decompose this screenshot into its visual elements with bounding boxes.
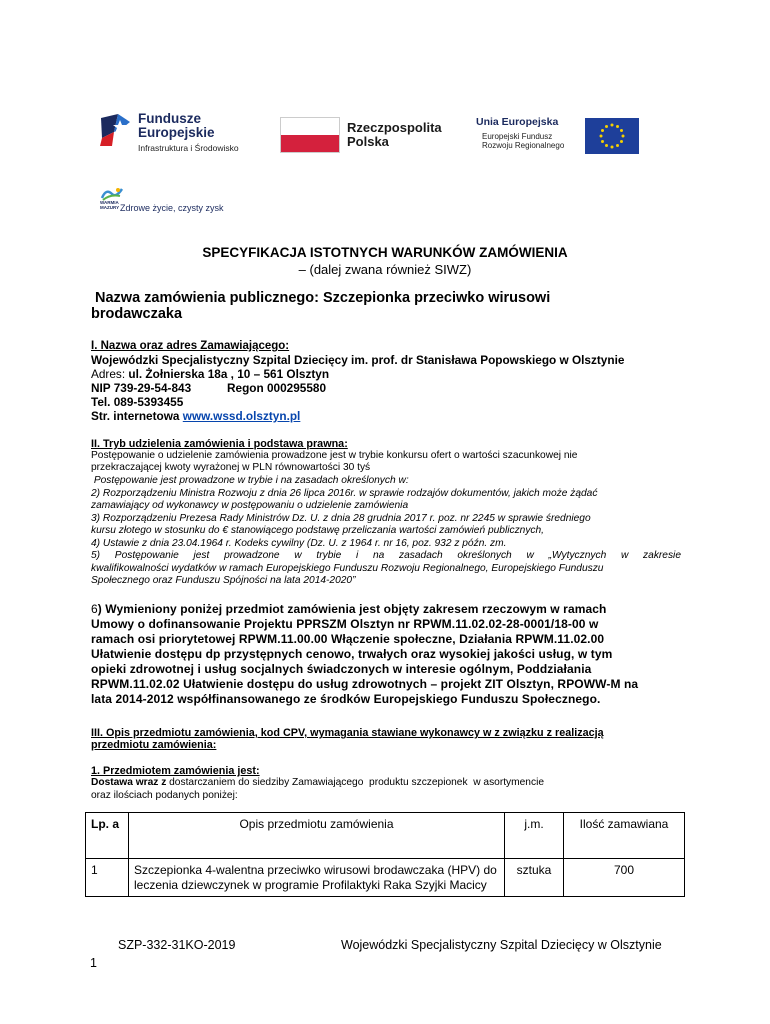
- www-label: Str. internetowa: [91, 409, 183, 423]
- footer-reference: SZP-332-31KO-2019: [118, 938, 236, 952]
- section-2-item-2b: zamawiający od wykonawcy w postępowaniu o udzielenie zamówienia: [91, 500, 409, 511]
- logo-unia-europejska: [476, 116, 641, 156]
- section-1-nip: NIP 739-29-54-843: [91, 381, 192, 395]
- section-2-item-5c: Społecznego oraz Funduszu Spójności na lata 2014-2020”: [91, 575, 356, 586]
- section-1-www: [91, 409, 300, 423]
- logo-fundusze-europejskie: [98, 112, 258, 157]
- delivery-bold: Dostawa wraz z: [91, 777, 167, 788]
- ue-title: Unia Europejska: [476, 116, 559, 128]
- section-1-tel: Tel. 089-5393455: [91, 395, 184, 409]
- section-2-intro: Postępowanie jest prowadzone w trybie i na zasadach określonych w:: [91, 475, 409, 486]
- delivery-rest: dostarczaniem do siedziby Zamawiającego produktu szczepionek w asortymencie: [166, 777, 544, 788]
- section-1-address: [91, 367, 329, 381]
- address-value: ul. Żołnierska 18a , 10 – 561 Olsztyn: [128, 367, 330, 381]
- fe-subtitle: Infrastruktura i Środowisko: [138, 143, 239, 153]
- table-row: [86, 859, 685, 897]
- item-6-line-5: opieki zdrowotnej i usług socjalnych świadczonych w interesie ogólnym, Poddziałania: [91, 662, 592, 676]
- section-3-subheading: 1. Przedmiotem zamówienia jest:: [91, 765, 260, 777]
- item-6-line-3: ramach osi priorytetowej RPWM.11.00.00 Włączenie społeczne, Działania RPWM.11.02.00: [91, 632, 605, 646]
- fe-title-1: Fundusze: [138, 111, 201, 126]
- items-table: [85, 812, 685, 897]
- logo-warmia-mazury: [100, 186, 260, 216]
- order-name-line-2: brodawczaka: [91, 306, 183, 322]
- rp-line-2: Polska: [347, 134, 389, 149]
- eu-flag-icon: [585, 118, 639, 154]
- section-2-item-5b: kwalifikowalności wydatków w ramach Europejskiego Funduszu Rozwoju Regionalnego, Europejskiego Funduszu: [91, 563, 604, 574]
- rp-line-1: Rzeczpospolita: [347, 120, 442, 135]
- order-name-line-1: Nazwa zamówienia publicznego: Szczepionka przeciwko wirusowi: [95, 290, 551, 306]
- table-header-unit: j.m.: [505, 813, 564, 859]
- ue-sub-2: Rozwoju Regionalnego: [482, 141, 565, 150]
- wm-slogan: Zdrowe życie, czysty zysk: [120, 203, 224, 213]
- wm-brand-2: MAZURY: [100, 205, 120, 210]
- polish-flag-icon: [280, 117, 340, 153]
- table-header-description: Opis przedmiotu zamówienia: [129, 813, 505, 859]
- footer-hospital: Wojewódzki Specjalistyczny Szpital Dziecięcy w Olsztynie: [341, 938, 662, 952]
- address-label: Adres:: [91, 367, 126, 381]
- www-link[interactable]: www.wssd.olsztyn.pl: [182, 409, 301, 423]
- section-2-item-3b: kursu złotego w stosunku do € stanowiącego podstawę przeliczania wartości zamówień publicznych,: [91, 525, 545, 536]
- section-2-p2: przekraczającej kwoty wyrażonej w PLN równowartości 30 tyś: [91, 462, 371, 473]
- table-cell-quantity: 700: [564, 859, 685, 897]
- section-3-delivery-1: [91, 777, 544, 790]
- table-cell-unit: sztuka: [505, 859, 564, 897]
- item-6-line-4: Ułatwienie dostępu dp przystępnych cenowo, trwałych oraz wysokiej jakości usług, w tym: [91, 647, 613, 661]
- table-cell-lp: 1: [86, 859, 129, 897]
- table-header-lp: Lp. a: [86, 813, 129, 859]
- section-1-hospital: Wojewódzki Specjalistyczny Szpital Dziecięcy im. prof. dr Stanisława Popowskiego w Olsztynie: [91, 353, 625, 367]
- document-subtitle: – (dalej zwana również SIWZ): [298, 262, 472, 277]
- table-header-quantity: Ilość zamawiana: [564, 813, 685, 859]
- section-3-heading-2: przedmiotu zamówienia:: [91, 739, 217, 751]
- fe-star-icon: [98, 112, 132, 148]
- section-2-item-2a: 2) Rozporządzeniu Ministra Rozwoju z dnia 26 lipca 2016r. w sprawie rodzajów dokumentów, jakich może żądać: [91, 488, 598, 499]
- section-2-p1: Postępowanie o udzielenie zamówienia prowadzone jest w trybie konkursu ofert o wartości szacunkowej nie: [91, 450, 578, 461]
- wm-brand-1: WARMIA: [100, 200, 119, 205]
- section-2-item-4: 4) Ustawie z dnia 23.04.1964 r. Kodeks cywilny (Dz. U. z 1964 r. nr 16, poz. 932 z późn. zm.: [91, 538, 507, 549]
- item-6-line-6: RPWM.11.02.02 Ułatwienie dostępu do usług zdrowotnych – projekt ZIT Olsztyn, RPOWW-M na: [91, 677, 639, 691]
- table-cell-description: Szczepionka 4-walentna przeciwko wirusowi brodawczaka (HPV) do leczenia dziewczynek w programie Profilaktyki Raka Szyjki Macicy: [129, 859, 505, 897]
- section-2-item-3a: 3) Rozporządzeniu Prezesa Rady Ministrów Dz. U. z dnia 28 grudnia 2017 r. poz. nr 2245 w sprawie średniego: [91, 513, 591, 524]
- logo-rzeczpospolita-polska: [280, 117, 450, 153]
- section-2-item-5a: 5) Postępowanie jest prowadzone w trybie i na zasadach określonych w „Wytycznych w zakresie: [91, 550, 681, 561]
- document-title: SPECYFIKACJA ISTOTNYCH WARUNKÓW ZAMÓWIENIA: [202, 245, 568, 260]
- section-2-heading: II. Tryb udzielenia zamówienia i podstawa prawna:: [91, 438, 348, 450]
- page-number: 1: [90, 956, 97, 970]
- fe-title-2: Europejskie: [138, 125, 215, 140]
- section-1-regon: Regon 000295580: [227, 381, 327, 395]
- item-6-number: 6: [91, 602, 98, 616]
- item-6-line-7: lata 2014-2012 współfinansowanego ze środków Europejskiego Funduszu Społecznego.: [91, 692, 601, 706]
- item-6-text-1: ) Wymieniony poniżej przedmiot zamówienia jest objęty zakresem rzeczowym w ramach: [97, 602, 607, 616]
- section-3-delivery-2: oraz ilościach podanych poniżej:: [91, 790, 238, 801]
- section-3-heading-1: III. Opis przedmiotu zamówienia, kod CPV, wymagania stawiane wykonawcy w z związku z realizacją: [91, 727, 604, 739]
- table-header-row: [86, 813, 685, 859]
- item-6-line-2: Umowy o dofinansowanie Projektu PPRSZM Olsztyn nr RPWM.11.02.02-28-0001/18-00 w: [91, 617, 599, 631]
- ue-sub-1: Europejski Fundusz: [482, 132, 553, 141]
- item-6-line-1: [91, 602, 606, 618]
- section-1-heading: I. Nazwa oraz adres Zamawiającego:: [91, 340, 290, 352]
